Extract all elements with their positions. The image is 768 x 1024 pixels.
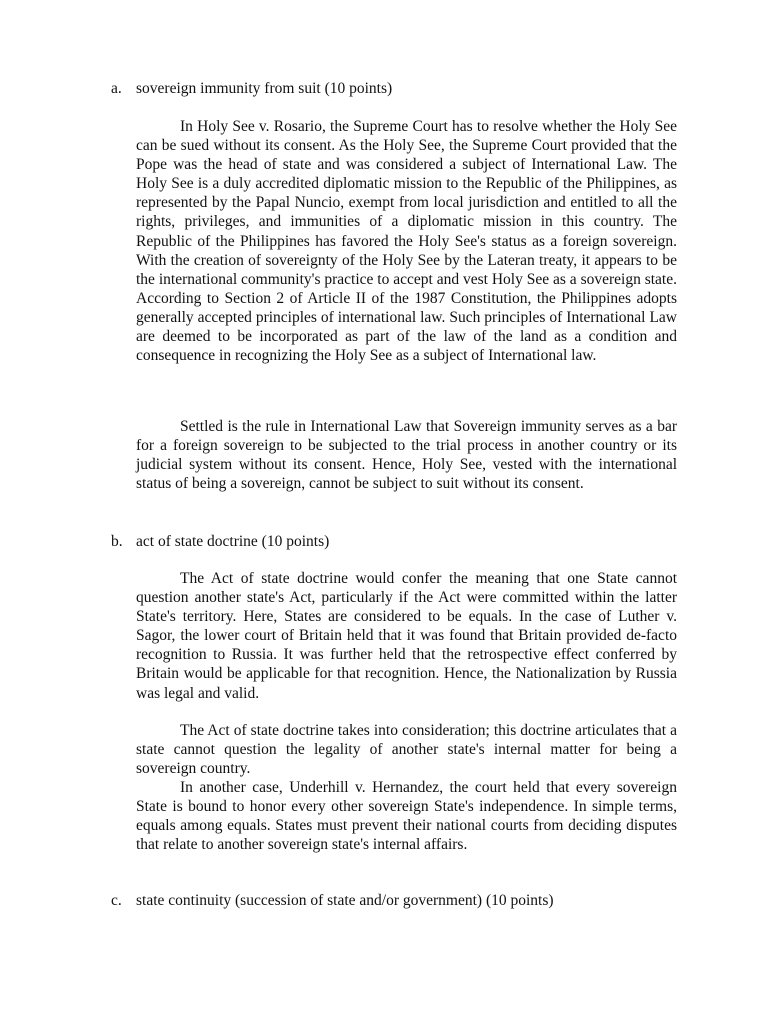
section-title: state continuity (succession of state and/or government) (10 points) <box>136 892 554 909</box>
section-title: act of state doctrine (10 points) <box>136 533 330 550</box>
paragraph: The Act of state doctrine takes into consideration; this doctrine articulates that a state cannot question the legality of another state's internal matter for being a sovereign country. <box>136 722 677 778</box>
section-heading-c <box>111 891 671 910</box>
section-marker: b. <box>111 533 123 550</box>
paragraph: The Act of state doctrine would confer the meaning that one State cannot question another state's Act, particularly if the Act were committed within the latter State's territory. Here, States are considered to be equals. In the case of Luther v. Sagor, the lower court of Britain held that it was found that Britain provided de-facto recognition to Russia. It was further held that the retrospective effect conferred by Britain would be applicable for that recognition. Hence, the Nationalization by Russia was legal and valid. <box>136 570 677 702</box>
section-title: sovereign immunity from suit (10 points) <box>136 80 393 97</box>
section-marker: c. <box>111 892 122 909</box>
paragraph: Settled is the rule in International Law that Sovereign immunity serves as a bar for a foreign sovereign to be subjected to the trial process in another country or its judicial system without its consent. Hence, Holy See, vested with the international status of being a sovereign, cannot be subject to suit without its consent. <box>136 418 677 493</box>
paragraph: In Holy See v. Rosario, the Supreme Court has to resolve whether the Holy See can be sued without its consent. As the Holy See, the Supreme Court provided that the Pope was the head of state and was considered a subject of International Law. The Holy See is a duly accredited diplomatic mission to the Republic of the Philippines, as represented by the Papal Nuncio, exempt from local jurisdiction and entitled to all the rights, privileges, and immunities of a diplomatic mission in this country. The Republic of the Philippines has favored the Holy See's status as a foreign sovereign. With the creation of sovereignty of the Holy See by the Lateran treaty, it appears to be the international community's practice to accept and vest Holy See as a sovereign state. According to Section 2 of Article II of the 1987 Constitution, the Philippines adopts generally accepted principles of international law. Such principles of International Law are deemed to be incorporated as part of the law of the land as a condition and consequence in recognizing the Holy See as a subject of International law. <box>136 118 677 365</box>
paragraph: In another case, Underhill v. Hernandez, the court held that every sovereign State is bound to honor every other sovereign State's independence. In simple terms, equals among equals. States must prevent their national courts from deciding disputes that relate to another sovereign state's internal affairs. <box>136 779 677 854</box>
section-heading-b <box>111 532 671 551</box>
section-marker: a. <box>111 80 122 97</box>
section-heading-a <box>111 79 671 98</box>
